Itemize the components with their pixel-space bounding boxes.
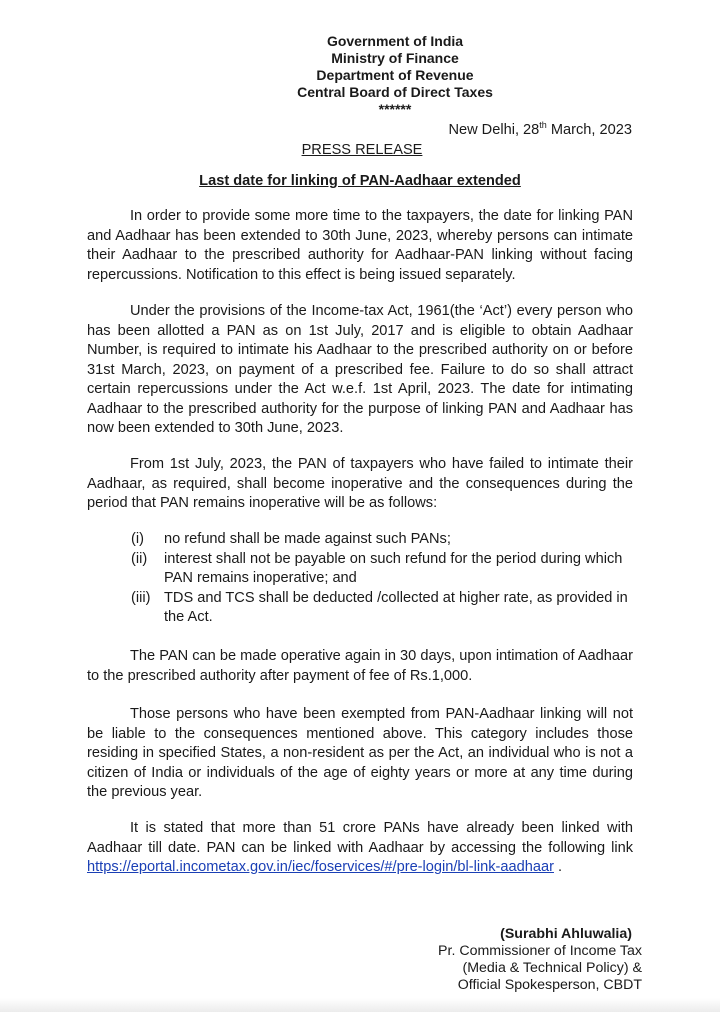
- paragraph-6-text: It is stated that more than 51 crore PANs have already been linked with Aadhaar till date. PAN can be linked with Aadhaar by accessing the following link: [87, 820, 633, 856]
- release-date-place: New Delhi, 28: [448, 122, 540, 138]
- signatory-division: (Media & Technical Policy) &: [462, 960, 642, 976]
- signature-block: [430, 926, 642, 994]
- consequences-list: [131, 530, 633, 628]
- page-bottom-shadow: [0, 998, 720, 1012]
- letterhead-ministry: Ministry of Finance: [331, 50, 459, 66]
- letterhead: [0, 33, 720, 118]
- paragraph-6-end: .: [553, 859, 563, 875]
- letterhead-department: Department of Revenue: [316, 67, 474, 83]
- paragraph-2: Under the provisions of the Income-tax Act, 1961(the ‘Act’) every person who has been allotted a PAN as on 1st July, 2017 and is eligible to obtain Aadhaar Number, is required to intimate his Aadhaar to the prescribed authority on or before 31st March, 2023, on payment of a prescribed fee. Failure to do so shall attract certain repercussions under the Act w.e.f. 1st April, 2023. The date for intimating Aadhaar to the prescribed authority for the purpose of linking PAN and Aadhaar has now been extended to 30th June, 2023.: [87, 303, 633, 436]
- signatory-role: Official Spokesperson, CBDT: [457, 977, 642, 993]
- list-item: [131, 530, 633, 550]
- paragraph-3: From 1st July, 2023, the PAN of taxpayers who have failed to intimate their Aadhaar, as required, shall become inoperative and the consequences during the period that PAN remains inoperative will be as follows:: [87, 456, 633, 511]
- letterhead-board: Central Board of Direct Taxes: [297, 84, 493, 100]
- list-item-number: (i): [131, 531, 144, 547]
- list-item-text: interest shall not be payable on such refund for the period during which PAN remains inoperative; and: [164, 550, 623, 586]
- paragraph-5: Those persons who have been exempted from PAN-Aadhaar linking will not be liable to the consequences mentioned above. This category includes those residing in specified States, a non-resident as per the Act, an individual who is not a citizen of India or individuals of the age of eighty years or more at any time during the previous year.: [87, 706, 633, 800]
- signatory-title: Pr. Commissioner of Income Tax: [438, 943, 642, 959]
- list-item: [131, 550, 633, 589]
- list-item-text: no refund shall be made against such PANs;: [164, 531, 451, 547]
- list-item-number: (iii): [131, 589, 151, 606]
- paragraph-4: The PAN can be made operative again in 30 days, upon intimation of Aadhaar to the prescribed authority after payment of fee of Rs.1,000.: [87, 648, 633, 684]
- list-item-number: (ii): [131, 550, 148, 567]
- list-item-text: TDS and TCS shall be deducted /collected at higher rate, as provided in the Act.: [164, 589, 628, 625]
- letterhead-government: Government of India: [326, 33, 464, 49]
- letterhead-stars: ******: [378, 101, 412, 117]
- paragraph-1: In order to provide some more time to the taxpayers, the date for linking PAN and Aadhaar has been extended to 30th June, 2023, whereby persons can intimate their Aadhaar to the prescribed authority for Aadhaar-PAN linking without facing repercussions. Notification to this effect is being issued separately.: [87, 208, 633, 283]
- release-date: [448, 121, 632, 141]
- subject-heading: Last date for linking of PAN-Aadhaar extended: [199, 173, 521, 189]
- release-date-suffix: th: [539, 120, 547, 131]
- list-item: [131, 589, 633, 628]
- press-release-heading: PRESS RELEASE: [301, 142, 423, 158]
- paragraph-6: [87, 819, 633, 878]
- signatory-name: (Surabhi Ahluwalia): [500, 926, 632, 942]
- release-date-rest: March, 2023: [546, 122, 632, 138]
- aadhaar-link[interactable]: https://eportal.incometax.gov.in/iec/foservices/#/pre-login/bl-link-aadhaar: [87, 859, 554, 875]
